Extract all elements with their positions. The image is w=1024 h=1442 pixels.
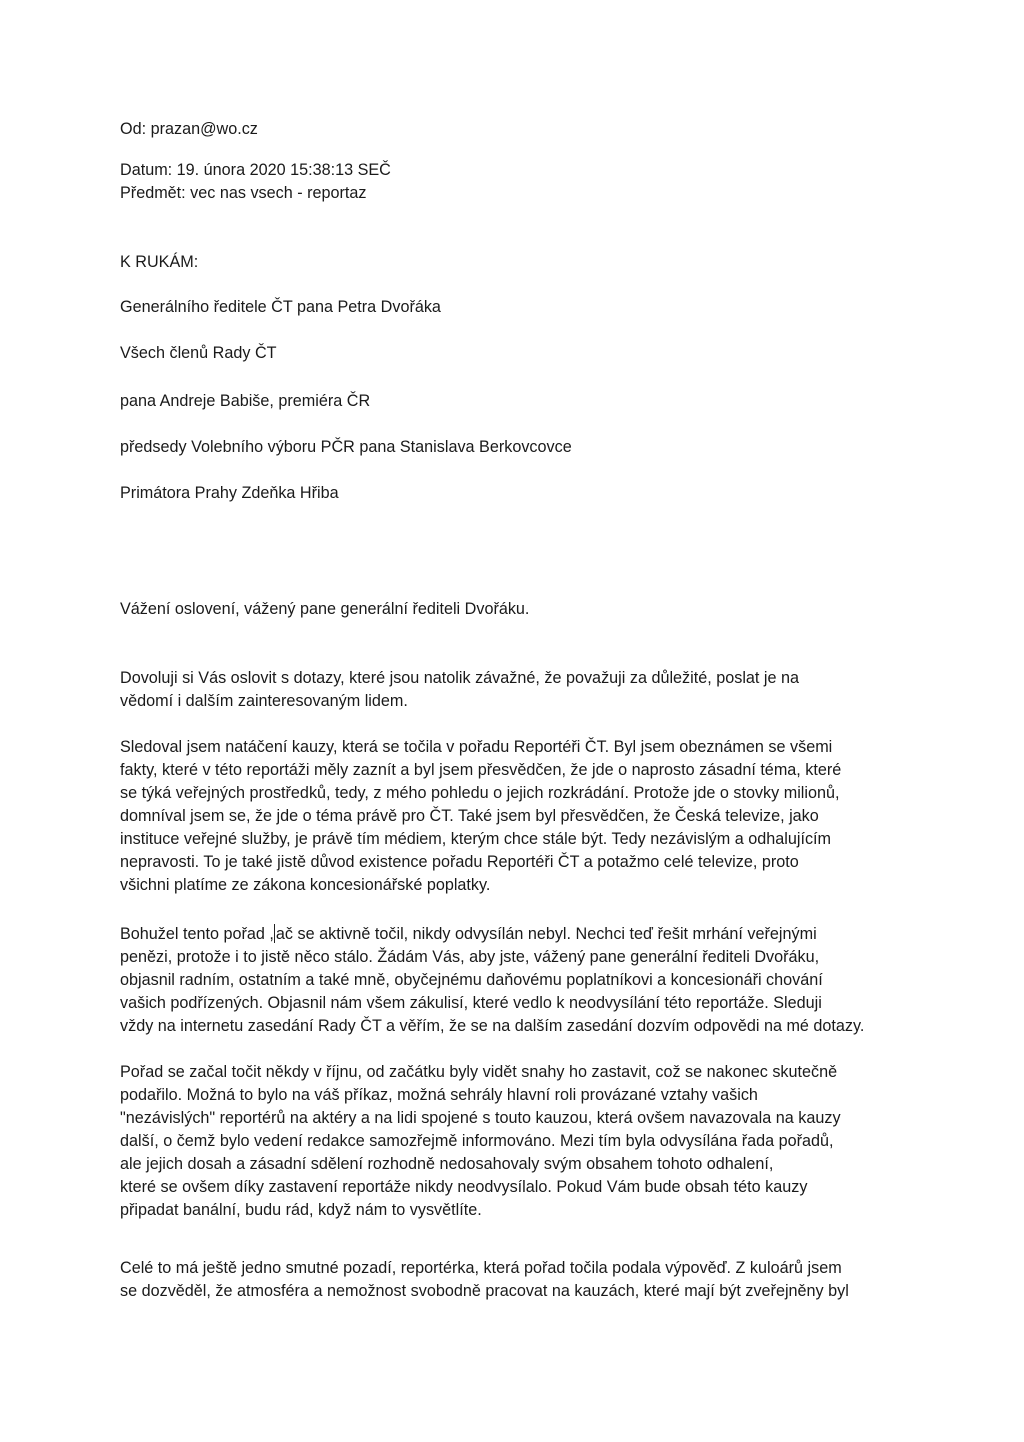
text-line: objasnil radním, ostatním a také mně, obyčejnému daňovému poplatníkovi a koncesionáři chování xyxy=(120,971,823,989)
from-line: Od: prazan@wo.cz xyxy=(120,120,258,138)
paragraph-2 xyxy=(120,736,910,897)
text-line: které se ovšem díky zastavení reportáže nikdy neodvysílalo. Pokud Vám bude obsah této kauzy xyxy=(120,1178,808,1196)
text-line: podařilo. Možná to bylo na váš příkaz, možná sehrály hlavní roli provázané vztahy vašich xyxy=(120,1086,758,1104)
recipient-item xyxy=(120,296,910,319)
text-line: ale jejich dosah a zásadní sdělení rozhodně nedosahovaly svým obsahem tohoto odhalení, xyxy=(120,1155,774,1173)
text-line: instituce veřejné služby, je právě tím médiem, kterým chce stále být. Tedy nezávislým a odhalujícím xyxy=(120,830,832,848)
subject-line: Předmět: vec nas vsech - reportaz xyxy=(120,184,367,202)
text-line xyxy=(120,923,910,946)
heading-text: K RUKÁM: xyxy=(120,253,199,271)
recipient-item xyxy=(120,390,910,413)
text-line: domníval jsem se, že jde o téma právě pro ČT. Také jsem byl přesvědčen, že Česká televize, jako xyxy=(120,807,819,825)
email-from xyxy=(120,118,910,141)
recipient-item xyxy=(120,436,910,459)
paragraph-3 xyxy=(120,923,910,1038)
text-line: všichni platíme ze zákona koncesionářské poplatky. xyxy=(120,876,491,894)
text-line: vědomí i dalším zainteresovaným lidem. xyxy=(120,692,408,710)
text-line: Dovoluji si Vás oslovit s dotazy, které jsou natolik závažné, že považuji za důležité, poslat je na xyxy=(120,669,800,687)
text-line: fakty, které v této reportáži měly zaznít a byl jsem přesvědčen, že jde o naprosto zásadní téma, které xyxy=(120,761,842,779)
text-line: vašich podřízených. Objasnil nám všem zákulisí, které vedlo k neodvysílání této reportáže. Sleduji xyxy=(120,994,822,1012)
date-line: Datum: 19. února 2020 15:38:13 SEČ xyxy=(120,161,391,179)
text-line: se dozvěděl, že atmosféra a nemožnost svobodně pracovat na kauzách, které mají být zveřejněny byl xyxy=(120,1282,849,1300)
text-line: připadat banální, budu rád, když nám to vysvětlíte. xyxy=(120,1201,482,1219)
recipient-text: Generálního ředitele ČT pana Petra Dvořáka xyxy=(120,298,441,316)
text-line: Pořad se začal točit někdy v říjnu, od začátku byly vidět snahy ho zastavit, což se nakonec skutečně xyxy=(120,1063,838,1081)
text-line: Sledoval jsem natáčení kauzy, která se točila v pořadu Reportéři ČT. Byl jsem obeznámen se všemi xyxy=(120,738,833,756)
text-line: se týká veřejných prostředků, tedy, z mého pohledu o jejich rozkrádání. Protože jde o stovky milionů, xyxy=(120,784,840,802)
text-cursor-icon xyxy=(274,924,275,943)
email-meta xyxy=(120,159,910,205)
recipient-text: předsedy Volebního výboru PČR pana Stanislava Berkovcovce xyxy=(120,438,572,456)
text-line: vždy na internetu zasedání Rady ČT a věřím, že se na dalším zasedání dozvím odpovědi na mé dotazy. xyxy=(120,1017,865,1035)
recipient-text: Všech členů Rady ČT xyxy=(120,344,277,362)
text-line: další, o čemž bylo vedení redakce samozřejmě informováno. Mezi tím byla odvysílána řada pořadů, xyxy=(120,1132,834,1150)
text-line: "nezávislých" reportérů na aktéry a na lidi spojené s touto kauzou, která ovšem navazovala na kauzy xyxy=(120,1109,841,1127)
text-segment: ač se aktivně točil, nikdy odvysílán nebyl. Nechci teď řešit mrhání veřejnými xyxy=(275,925,817,943)
salutation-text: Vážení oslovení, vážený pane generální řediteli Dvořáku. xyxy=(120,600,530,618)
paragraph-5 xyxy=(120,1257,910,1303)
recipient-text: pana Andreje Babiše, premiéra ČR xyxy=(120,392,371,410)
paragraph-4 xyxy=(120,1061,910,1222)
salutation xyxy=(120,598,910,621)
text-line: penězi, protože i to jistě něco stálo. Žádám Vás, aby jste, vážený pane generální řediteli Dvořáku, xyxy=(120,948,820,966)
text-segment: Bohužel tento pořad , xyxy=(120,925,274,943)
text-line: Celé to má ještě jedno smutné pozadí, reportérka, která pořad točila podala výpověď. Z kuloárů jsem xyxy=(120,1259,842,1277)
recipient-text: Primátora Prahy Zdeňka Hřiba xyxy=(120,484,339,502)
paragraph-1 xyxy=(120,667,910,713)
text-line: nepravosti. To je také jistě důvod existence pořadu Reportéři ČT a potažmo celé televize, proto xyxy=(120,853,799,871)
recipient-item xyxy=(120,482,910,505)
recipient-item xyxy=(120,342,910,365)
recipients-heading xyxy=(120,251,910,274)
